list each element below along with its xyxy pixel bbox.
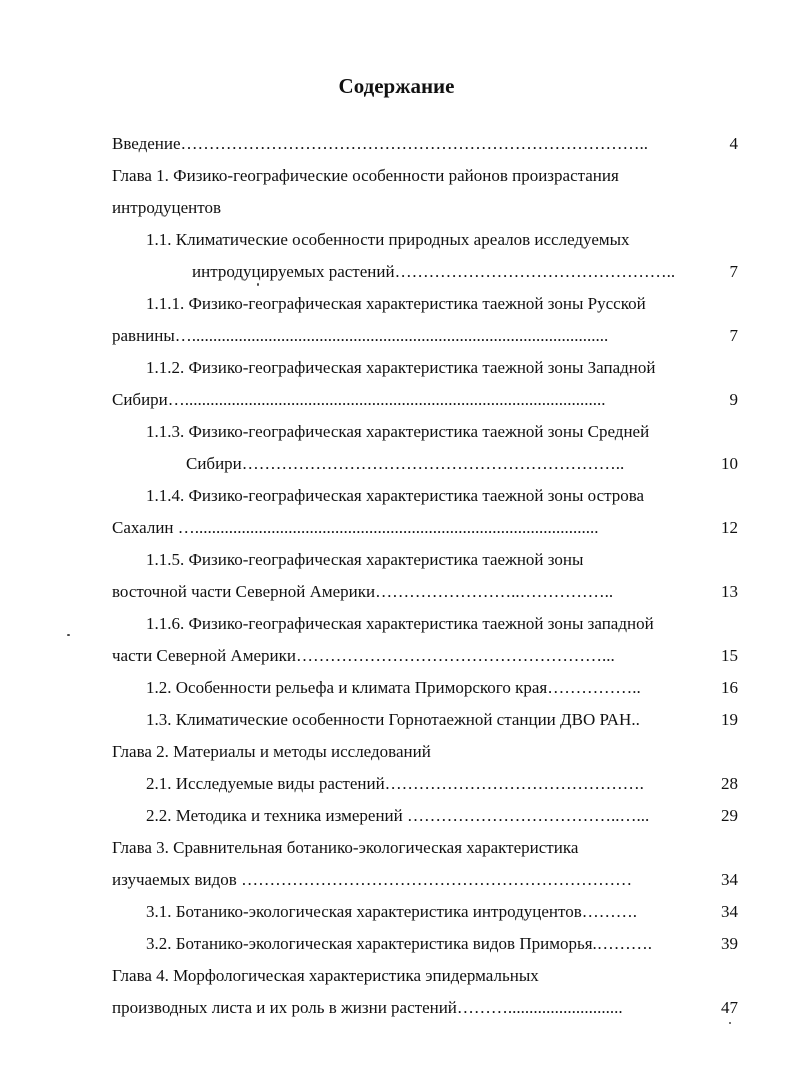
toc-entry-1-1-6: 1.1.6. Физико-географическая характеристика таежной зоны западной: [146, 614, 654, 633]
scan-speck: [729, 1022, 731, 1024]
toc-entry-1-1-4: 1.1.4. Физико-географическая характеристика таежной зоны острова: [146, 486, 645, 505]
toc-chapter-3-heading-cont: изучаемых видов ……………………………………………………………: [112, 870, 633, 889]
toc-page-number: 28: [721, 774, 738, 793]
toc-page-number: 4: [729, 134, 738, 153]
toc-entry-1-1-6-cont: части Северной Америки………………………………………………...: [112, 646, 615, 665]
toc-page-number: 47: [721, 998, 738, 1017]
toc-entry-1-1-3-cont: Сибири…………………………………………………………..: [186, 454, 625, 473]
toc-entry-1-1-5-cont: восточной части Северной Америки……………………..……………..: [112, 582, 614, 601]
toc-entry-3-1: 3.1. Ботанико-экологическая характеристика интродуцентов……….: [146, 902, 637, 921]
toc-chapter-2-heading: Глава 2. Материалы и методы исследований: [112, 742, 431, 761]
toc-page-number: 15: [721, 646, 738, 665]
toc-entry-2-2: 2.2. Методика и техника измерений ………………………………..…...: [146, 806, 650, 825]
toc-entry-1-1: 1.1. Климатические особенности природных ареалов исследуемых: [146, 230, 630, 249]
toc-page-number: 39: [721, 934, 738, 953]
toc-chapter-4-heading: Глава 4. Морфологическая характеристика эпидермальных: [112, 966, 539, 985]
toc-page-number: 7: [729, 262, 738, 281]
toc-entry-2-1: 2.1. Исследуемые виды растений……………………………………….: [146, 774, 644, 793]
toc-page-number: 10: [721, 454, 738, 473]
toc-page-number: 7: [729, 326, 738, 345]
toc-page-number: 13: [721, 582, 738, 601]
page-title: Содержание: [338, 74, 455, 98]
toc-entry-1-1-cont: интродуцируемых растений…………………………………………..: [192, 262, 676, 281]
toc-chapter-4-heading-cont: производных листа и их роль в жизни растений………...........................: [112, 998, 623, 1017]
toc-entry-1-1-1-cont: равнины…..................................................................................................: [112, 326, 609, 345]
toc-chapter-3-heading: Глава 3. Сравнительная ботанико-экологическая характеристика: [112, 838, 579, 857]
toc-page-number: 12: [721, 518, 738, 537]
toc-page-number: 19: [721, 710, 738, 729]
toc-page-number: 9: [729, 390, 738, 409]
scan-speck: [67, 634, 70, 636]
toc-entry-1-1-5: 1.1.5. Физико-географическая характеристика таежной зоны: [146, 550, 584, 569]
scan-speck: [257, 283, 259, 286]
toc-chapter-1-heading-cont: интродуцентов: [112, 198, 221, 217]
toc-entry-1-1-2: 1.1.2. Физико-географическая характеристика таежной зоны Западной: [146, 358, 656, 377]
toc-entry-introduction: Введение………………………………………………………………………..: [112, 134, 649, 153]
toc-entry-3-2: 3.2. Ботанико-экологическая характеристика видов Приморья.……….: [146, 934, 653, 953]
toc-entry-1-1-3: 1.1.3. Физико-географическая характеристика таежной зоны Средней: [146, 422, 650, 441]
toc-page-number: 16: [721, 678, 738, 697]
toc-page-number: 29: [721, 806, 738, 825]
toc-page-number: 34: [721, 902, 738, 921]
toc-entry-1-3: 1.3. Климатические особенности Горнотаежной станции ДВО РАН..: [146, 710, 640, 729]
toc-entry-1-2: 1.2. Особенности рельефа и климата Приморского края……………..: [146, 678, 641, 697]
toc-entry-1-1-1: 1.1.1. Физико-географическая характеристика таежной зоны Русской: [146, 294, 646, 313]
toc-entry-1-1-4-cont: Сахалин …...............................................................................................: [112, 518, 599, 537]
toc-chapter-1-heading: Глава 1. Физико-географические особенности районов произрастания: [112, 166, 619, 185]
toc-entry-1-1-2-cont: Сибири…...................................................................................................: [112, 390, 606, 409]
toc-page-number: 34: [721, 870, 738, 889]
